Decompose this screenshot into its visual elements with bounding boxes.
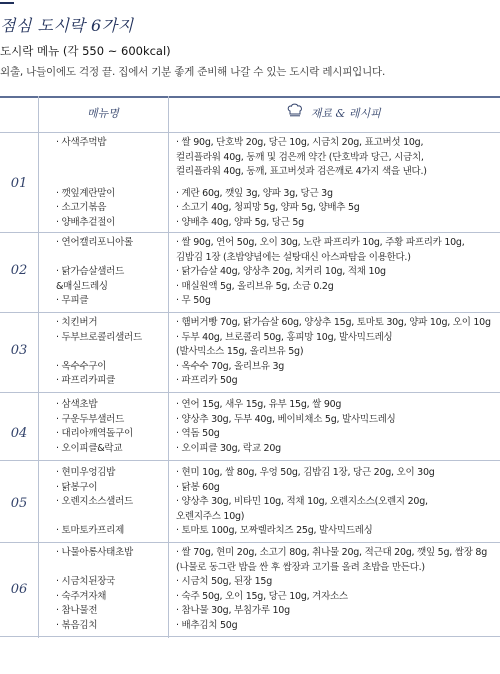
row-number: 01 xyxy=(10,176,28,191)
ingredient-item: 김밥김 1장 (초밥양념에는 설탕대신 아스파탐을 이용한다.) xyxy=(176,251,411,263)
ingredient-item: · 닭봉 60g xyxy=(176,481,220,493)
row-number: 04 xyxy=(10,426,28,441)
dish-item: · 소고기볶음 xyxy=(56,202,107,213)
page-title: 점심 도시락 6가지 xyxy=(0,16,134,35)
ingredient-item: · 닭가슴살 40g, 양상추 20g, 치커리 10g, 적채 10g xyxy=(176,266,386,277)
recipe-table xyxy=(0,96,500,638)
ingredient-item: · 연어 15g, 새우 15g, 유부 15g, 쌀 90g xyxy=(176,399,342,410)
ingredient-item: · 햄버거빵 70g, 닭가슴살 60g, 양상추 15g, 토마토 30g, 양파 10g, 오이 10g xyxy=(176,317,491,328)
ingredient-item: · 역돔 50g xyxy=(176,428,220,439)
dish-list xyxy=(56,316,174,389)
ingredient-item: 컬리플라워 40g, 동깨 및 검은깨 약간 (단호박과 당근, 시금치, xyxy=(176,151,424,163)
ingredient-item: · 매실원액 5g, 올리브유 5g, 소금 0.2g xyxy=(176,280,334,292)
dish-item: · 무피클 xyxy=(56,295,89,306)
dish-item: · 오렌지소스샐러드 xyxy=(56,496,133,507)
dish-item: · 참나물전 xyxy=(56,605,98,616)
menu-subtitle: 도시락 메뉴 (각 550 ~ 600kcal) xyxy=(0,44,171,58)
ingredient-item: · 시금치 50g, 된장 15g xyxy=(176,576,272,587)
ingredient-gap xyxy=(176,180,498,187)
ingredient-item: 오렌지주스 10g) xyxy=(176,510,245,522)
row-divider xyxy=(0,312,500,313)
ingredient-item: · 파프리카 50g xyxy=(176,375,238,386)
ingredient-item: · 쌀 70g, 현미 20g, 소고기 80g, 취나물 20g, 적근대 20g, 깻잎 5g, 쌈장 8g xyxy=(176,547,487,558)
ingredient-item: · 소고기 40g, 청피망 5g, 양파 5g, 양배추 5g xyxy=(176,202,360,213)
ingredient-item: · 옥수수 70g, 올리브유 3g xyxy=(176,360,285,372)
ingredient-item: · 참나물 30g, 부침가루 10g xyxy=(176,605,290,616)
dish-item: · 사색주먹밥 xyxy=(56,137,107,148)
table-bottom-rule xyxy=(0,636,500,637)
ingredient-item: · 양상추 30g, 두부 40g, 베이비채소 5g, 발사믹드레싱 xyxy=(176,413,396,425)
header-recipe-label: 재료 & 레시피 xyxy=(310,107,381,120)
ingredient-item: · 오이피클 30g, 락교 20g xyxy=(176,442,281,454)
dish-item: · 양배추겉절이 xyxy=(56,216,116,228)
ingredient-item: · 배추김치 50g xyxy=(176,619,238,631)
ingredient-item: · 쌀 90g, 단호박 20g, 당근 10g, 시금치 20g, 표고버섯 10g, xyxy=(176,137,424,148)
ingredient-item: · 계란 60g, 깻잎 3g, 양파 3g, 당근 3g xyxy=(176,187,333,199)
dish-item: &매실드레싱 xyxy=(56,280,108,292)
dish-spacer xyxy=(56,510,174,525)
ingredient-list xyxy=(176,236,498,309)
dish-item: · 닭봉구이 xyxy=(56,481,98,493)
ingredient-list xyxy=(176,466,498,539)
ingredient-item: · 숙주 50g, 오이 15g, 당근 10g, 겨자소스 xyxy=(176,590,348,602)
row-number: 05 xyxy=(10,496,28,511)
dish-list xyxy=(56,546,174,633)
ingredient-item: · 무 50g xyxy=(176,295,211,306)
dish-item: · 숙주겨자채 xyxy=(56,590,107,602)
dish-list xyxy=(56,136,174,230)
ingredient-item: · 양상추 30g, 비타민 10g, 적채 10g, 오렌지소스(오렌지 20g, xyxy=(176,496,428,507)
row-divider xyxy=(0,460,500,461)
dish-item: · 닭가슴살샐러드 xyxy=(56,266,125,277)
dish-item: · 볶음김치 xyxy=(56,619,98,631)
dish-item: · 구운두부샐러드 xyxy=(56,413,125,425)
ingredient-list xyxy=(176,136,498,230)
ingredient-item: · 양배추 40g, 양파 5g, 당근 5g xyxy=(176,216,304,228)
dish-list xyxy=(56,236,174,309)
dish-spacer xyxy=(56,151,174,166)
dish-spacer xyxy=(56,561,174,576)
ingredient-item: (발사믹소스 15g, 올리브유 5g) xyxy=(176,346,304,357)
row-number: 02 xyxy=(10,263,28,278)
num-column-divider xyxy=(38,96,39,638)
dish-item: · 오이피클&락교 xyxy=(56,442,123,454)
dish-item: · 현미우엉김밥 xyxy=(56,467,116,478)
dish-item: · 두부브로콜리샐러드 xyxy=(56,331,142,343)
dish-item: · 토마토카프리제 xyxy=(56,525,125,536)
ingredient-item: · 현미 10g, 쌀 80g, 우엉 50g, 김밥김 1장, 당근 20g, 오이 30g xyxy=(176,467,435,478)
dish-item: · 옥수수구이 xyxy=(56,360,107,372)
dish-list xyxy=(56,466,174,539)
dish-item: · 치킨버거 xyxy=(56,317,98,328)
dish-spacer xyxy=(56,345,174,360)
dish-spacer xyxy=(56,165,174,180)
dish-item: · 대리아깨역돌구이 xyxy=(56,428,133,439)
ingredient-list xyxy=(176,398,498,456)
ingredient-item: · 쌀 90g, 연어 50g, 오이 30g, 노란 파프리카 10g, 주황 파프리카 10g, xyxy=(176,237,465,248)
header-recipe xyxy=(168,96,500,132)
dish-item: · 파프리카피클 xyxy=(56,375,116,386)
dish-spacer xyxy=(56,251,174,266)
dish-item: · 연어캘리포니아롤 xyxy=(56,237,133,248)
ingredient-item: · 토마토 100g, 모짜렐라치즈 25g, 발사믹드레싱 xyxy=(176,525,373,536)
row-number: 03 xyxy=(10,343,28,358)
row-divider xyxy=(0,542,500,543)
header-rule xyxy=(0,132,500,133)
row-divider xyxy=(0,392,500,393)
dish-gap xyxy=(56,180,174,187)
dish-list xyxy=(56,398,174,456)
dish-item: · 시금치된장국 xyxy=(56,576,116,587)
header-menu xyxy=(38,96,168,132)
ingredient-list xyxy=(176,546,498,633)
dish-item: · 깻잎계란말이 xyxy=(56,187,116,199)
header-menu-label: 메뉴명 xyxy=(87,107,119,120)
dish-item: · 나물아롱사태초밥 xyxy=(56,547,133,558)
ingredient-item: (나물로 동그란 밥을 싼 후 쌈장과 고기를 올려 초밥을 만든다.) xyxy=(176,561,425,573)
row-number: 06 xyxy=(10,582,28,597)
chef-hat-icon xyxy=(287,96,303,132)
row-divider xyxy=(0,232,500,233)
ingredient-list xyxy=(176,316,498,389)
dish-item: · 삼색초밥 xyxy=(56,399,98,410)
ingredient-item: 컬리플라워 40g, 동깨, 표고버섯과 검은깨로 4가지 색을 낸다.) xyxy=(176,166,427,177)
ingredient-item: · 두부 40g, 브로콜리 50g, 홍피망 10g, 발사믹드레싱 xyxy=(176,331,393,343)
title-accent-bar xyxy=(0,2,14,4)
page-description: 외출, 나들이에도 걱정 끝. 집에서 기분 좋게 준비해 나갈 수 있는 도시락 레시피입니다. xyxy=(0,66,386,78)
